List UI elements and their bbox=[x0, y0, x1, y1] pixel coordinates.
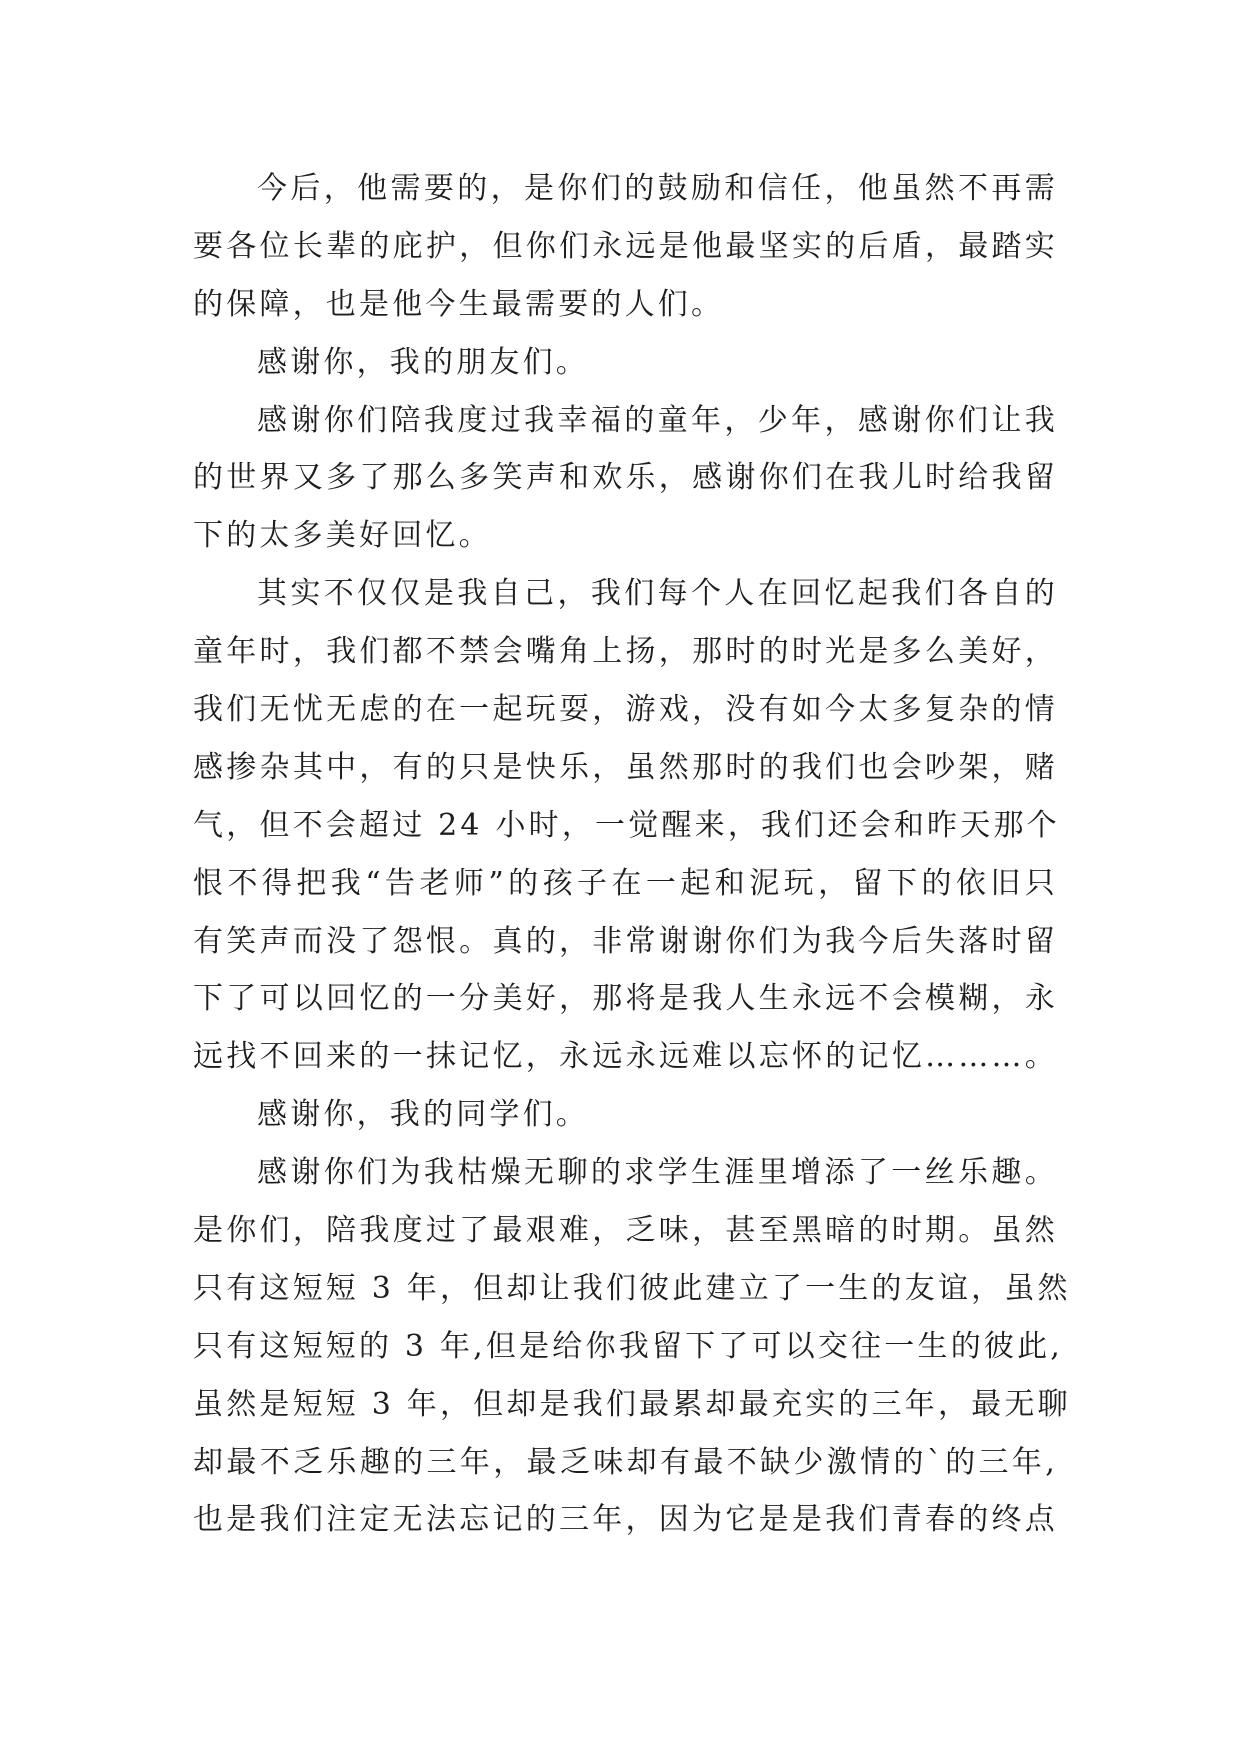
text-line: 也是我们注定无法忘记的三年，因为它是是我们青春的终点 bbox=[193, 1502, 1058, 1538]
text-line: 感谢你们陪我度过我幸福的童年，少年，感谢你们让我 bbox=[257, 402, 1058, 438]
paragraph bbox=[193, 1144, 1071, 1549]
text-line: 却最不乏乐趣的三年，最乏味却有最不缺少激情的`的三年, bbox=[193, 1444, 1058, 1480]
paragraph bbox=[193, 1086, 1058, 1144]
text-line: 感谢你，我的朋友们。 bbox=[257, 344, 589, 380]
text-line: 感谢你们为我枯燥无聊的求学生涯里增添了一丝乐趣。 bbox=[257, 1155, 1058, 1191]
text-line: 下了可以回忆的一分美好，那将是我人生永远不会模糊，永 bbox=[193, 981, 1058, 1017]
text-line: 只有这短短 3 年，但却让我们彼此建立了一生的友谊，虽然 bbox=[193, 1270, 1071, 1306]
text-line: 感谢你，我的同学们。 bbox=[257, 1097, 589, 1133]
paragraph bbox=[193, 565, 1058, 1086]
text-line: 只有这短短的 3 年,但是给你我留下了可以交往一生的彼此, bbox=[193, 1328, 1064, 1364]
text-line: 要各位长辈的庇护，但你们永远是他最坚实的后盾，最踏实 bbox=[193, 228, 1058, 264]
text-line: 今后，他需要的，是你们的鼓励和信任，他虽然不再需 bbox=[257, 171, 1058, 206]
paragraph bbox=[193, 160, 1058, 334]
text-line: 是你们，陪我度过了最艰难，乏味，甚至黑暗的时期。虽然 bbox=[193, 1213, 1058, 1249]
text-line: 的世界又多了那么多笑声和欢乐，感谢你们在我儿时给我留 bbox=[193, 460, 1058, 496]
text-line: 其实不仅仅是我自己，我们每个人在回忆起我们各自的 bbox=[257, 576, 1058, 612]
text-line: 下的太多美好回忆。 bbox=[193, 518, 492, 554]
text-line: 恨不得把我“告老师”的孩子在一起和泥玩，留下的依旧只 bbox=[193, 865, 1058, 901]
text-line: 的保障，也是他今生最需要的人们。 bbox=[193, 286, 725, 322]
text-line: 虽然是短短 3 年，但却是我们最累却最充实的三年，最无聊 bbox=[193, 1386, 1071, 1422]
text-line: 气，但不会超过 24 小时，一觉醒来，我们还会和昨天那个 bbox=[193, 807, 1060, 843]
text-line: 远找不回来的一抹记忆，永远永远难以忘怀的记忆………。 bbox=[193, 1039, 1058, 1075]
document-body bbox=[193, 160, 1071, 1549]
text-line: 有笑声而没了怨恨。真的，非常谢谢你们为我今后失落时留 bbox=[193, 923, 1058, 959]
text-line: 感掺杂其中，有的只是快乐，虽然那时的我们也会吵架，赌 bbox=[193, 749, 1058, 785]
paragraph bbox=[193, 392, 1058, 566]
text-line: 童年时，我们都不禁会嘴角上扬，那时的时光是多么美好， bbox=[193, 634, 1058, 670]
paragraph bbox=[193, 334, 1058, 392]
text-line: 我们无忧无虑的在一起玩耍，游戏，没有如今太多复杂的情 bbox=[193, 692, 1058, 728]
